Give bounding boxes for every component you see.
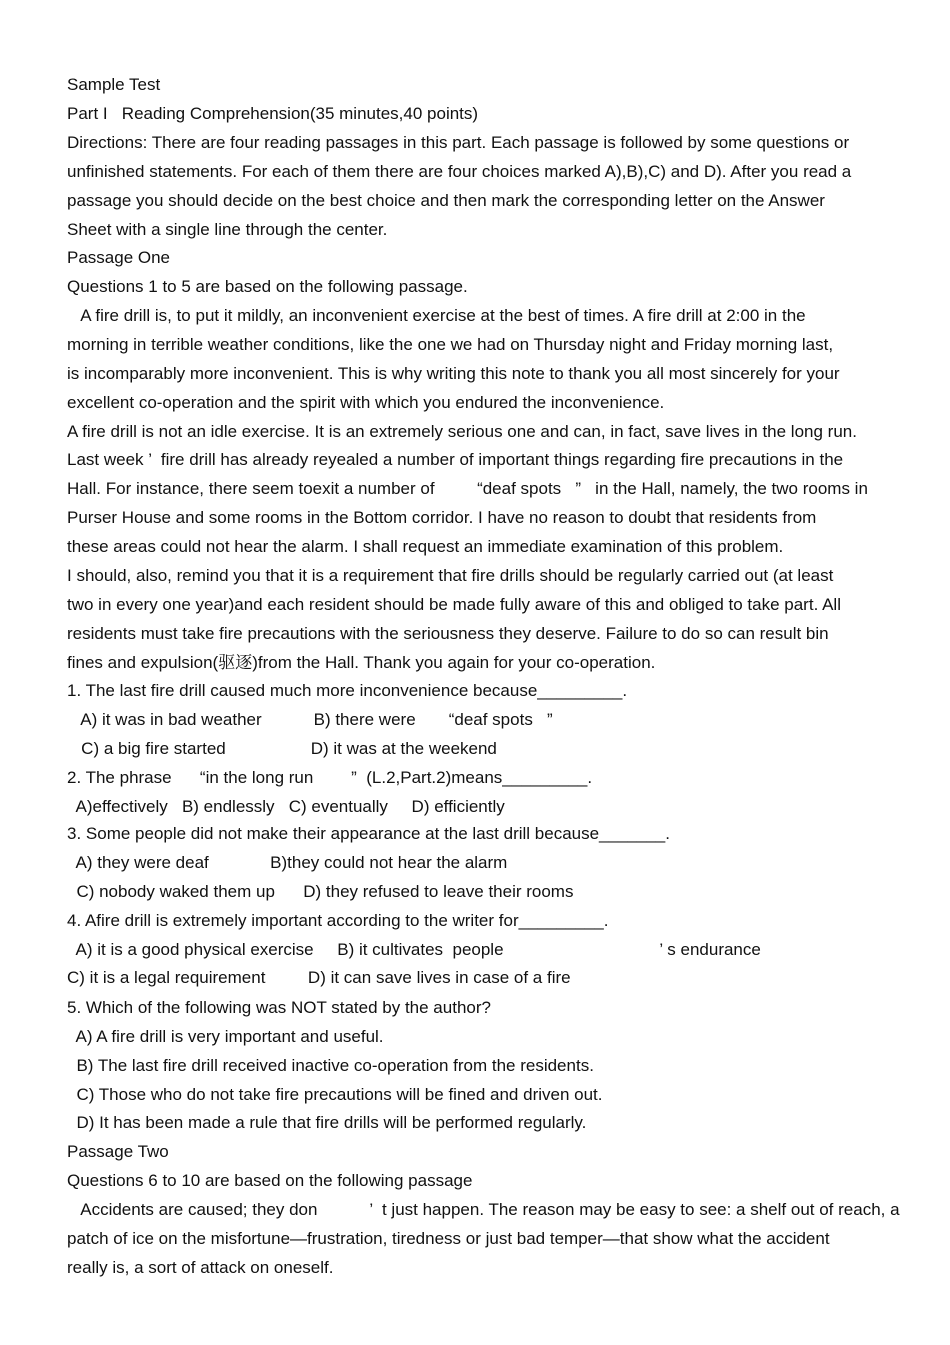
question-5-option: B) The last fire drill received inactive co-operation from the residents. — [67, 1056, 594, 1075]
passage-one-line: A fire drill is, to put it mildly, an inconvenient exercise at the best of times. A fire drill at 2:00 in the — [67, 306, 806, 325]
passage-one-line: morning in terrible weather conditions, like the one we had on Thursday night and Friday morning last, — [67, 335, 834, 354]
question-4-options: A) it is a good physical exercise B) it cultivates people ’ s endurance — [67, 940, 761, 959]
directions-line: Sheet with a single line through the center. — [67, 220, 388, 239]
question-5: 5. Which of the following was NOT stated by the author? — [67, 998, 491, 1017]
question-2: 2. The phrase “in the long run ” (L.2,Part.2)means_________. — [67, 768, 593, 787]
question-5-option: D) It has been made a rule that fire drills will be performed regularly. — [67, 1113, 587, 1132]
question-4-options: C) it is a legal requirement D) it can save lives in case of a fire — [67, 968, 571, 987]
directions-line: unfinished statements. For each of them there are four choices marked A),B),C) and D). After you read a — [67, 162, 852, 181]
passage-one-line: fines and expulsion(驱逐)from the Hall. Thank you again for your co-operation. — [67, 653, 656, 672]
passage-two-line: patch of ice on the misfortune—frustration, tiredness or just bad temper—that show what the accident — [67, 1229, 830, 1248]
question-1-options: C) a big fire started D) it was at the weekend — [67, 739, 497, 758]
passage-one-line: residents must take fire precautions with the seriousness they deserve. Failure to do so can result bin — [67, 624, 829, 643]
passage-one-heading: Passage One — [67, 248, 171, 267]
directions-line: passage you should decide on the best choice and then mark the corresponding letter on the Answer — [67, 191, 825, 210]
passage-one-intro: Questions 1 to 5 are based on the following passage. — [67, 277, 468, 296]
passage-one-line: I should, also, remind you that it is a requirement that fire drills should be regularly carried out (at least — [67, 566, 834, 585]
question-3-options: A) they were deaf B)they could not hear the alarm — [67, 853, 508, 872]
passage-one-line: these areas could not hear the alarm. I shall request an immediate examination of this problem. — [67, 537, 784, 556]
passage-one-line: A fire drill is not an idle exercise. It is an extremely serious one and can, in fact, save lives in the long run. — [67, 422, 857, 441]
question-4: 4. Afire drill is extremely important according to the writer for_________. — [67, 911, 609, 930]
question-2-options: A)effectively B) endlessly C) eventually D) efficiently — [67, 797, 505, 816]
passage-two-heading: Passage Two — [67, 1142, 169, 1161]
passage-two-intro: Questions 6 to 10 are based on the following passage — [67, 1171, 473, 1190]
part-heading: Part I Reading Comprehension(35 minutes,40 points) — [67, 104, 479, 123]
passage-one-line: two in every one year)and each resident should be made fully aware of this and obliged to take part. All — [67, 595, 841, 614]
passage-two-line: really is, a sort of attack on oneself. — [67, 1258, 334, 1277]
passage-two-line: Accidents are caused; they don ’ t just happen. The reason may be easy to see: a shelf out of reach, a — [67, 1200, 900, 1219]
question-5-option: A) A fire drill is very important and useful. — [67, 1027, 384, 1046]
passage-one-line: Last week ’ fire drill has already reyealed a number of important things regarding fire precautions in the — [67, 450, 844, 469]
directions-line: Directions: There are four reading passages in this part. Each passage is followed by some questions or — [67, 133, 850, 152]
question-1: 1. The last fire drill caused much more inconvenience because_________. — [67, 681, 628, 700]
question-1-options: A) it was in bad weather B) there were “deaf spots ” — [67, 710, 553, 729]
passage-one-line: Hall. For instance, there seem toexit a number of “deaf spots ” in the Hall, namely, the two rooms in — [67, 479, 868, 498]
passage-one-line: is incomparably more inconvenient. This is why writing this note to thank you all most sincerely for your — [67, 364, 840, 383]
question-3-options: C) nobody waked them up D) they refused to leave their rooms — [67, 882, 574, 901]
document-title: Sample Test — [67, 75, 161, 94]
passage-one-line: excellent co-operation and the spirit with which you endured the inconvenience. — [67, 393, 665, 412]
question-5-option: C) Those who do not take fire precautions will be fined and driven out. — [67, 1085, 603, 1104]
question-3: 3. Some people did not make their appearance at the last drill because_______. — [67, 824, 670, 843]
passage-one-line: Purser House and some rooms in the Bottom corridor. I have no reason to doubt that residents from — [67, 508, 817, 527]
